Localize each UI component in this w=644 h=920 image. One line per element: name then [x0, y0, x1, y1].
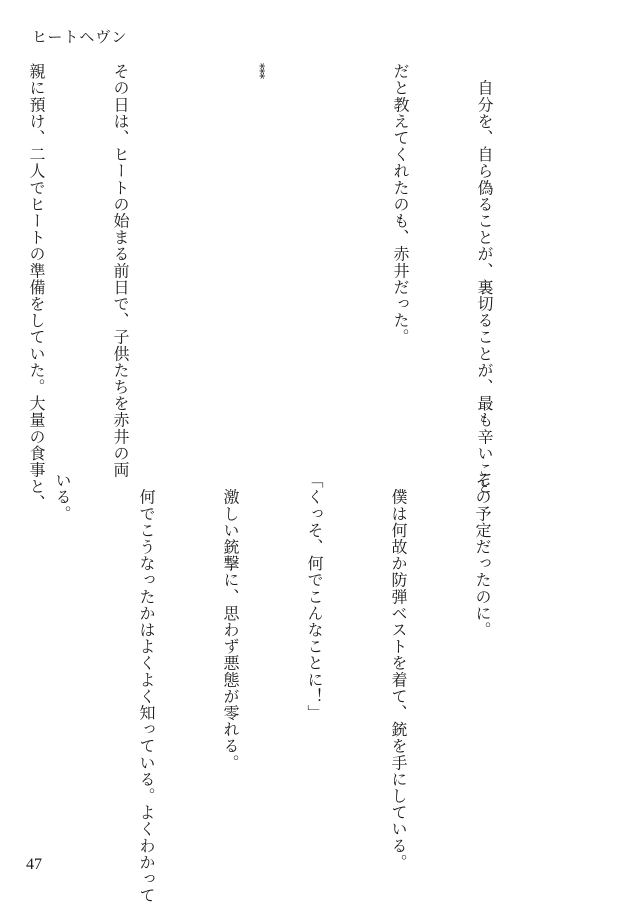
- text-line: 激しい銃撃に、思わず悪態が零れる。: [221, 472, 240, 771]
- page-number: 47: [26, 856, 42, 873]
- text-line: 自分を、自ら偽ることが、裏切ることが、最も辛いこと: [475, 63, 494, 495]
- text-line: いる。: [53, 472, 72, 522]
- running-header-title: ヒートヘヴン: [32, 28, 128, 46]
- text-line: その予定だったのに。: [473, 472, 492, 638]
- text-line: 「くっそ、何でこんなことに！」: [305, 472, 324, 721]
- text-line: だと教えてくれたのも、赤井だった。: [391, 63, 410, 346]
- text-line: その日は、ヒートの始まる前日で、子供たちを赤井の両: [111, 63, 130, 478]
- text-line: 僕は何故か防弾ベストを着て、銃を手にしている。: [389, 472, 408, 871]
- text-line: 何でこうなったかはよくよく知っている。よくわかって: [137, 472, 156, 904]
- scene-break: ***: [253, 63, 267, 78]
- text-line: 親に預け、二人でヒートの準備をしていた。大量の食事と、: [27, 63, 46, 512]
